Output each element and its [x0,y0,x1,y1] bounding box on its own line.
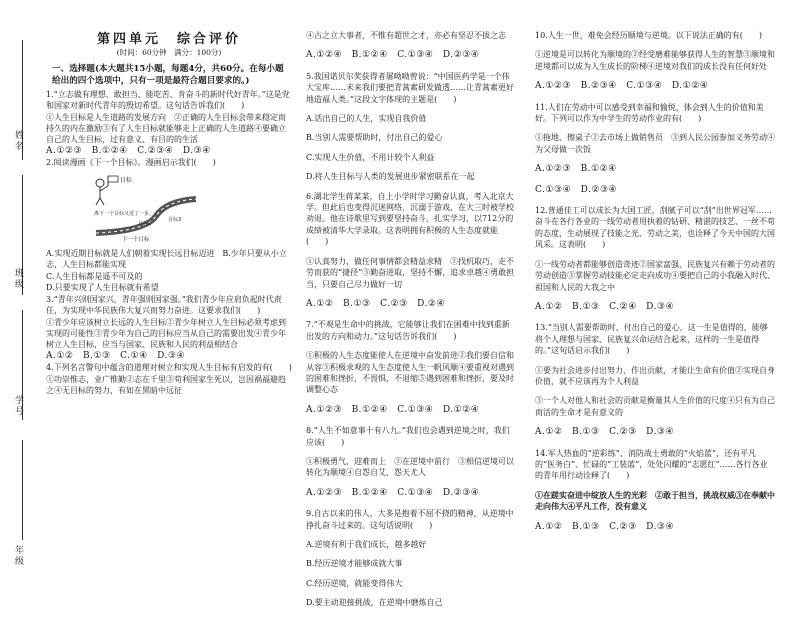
question-2 [46,157,292,293]
student-id-label: 学号 [13,395,23,417]
answer-choices: A.①② B.①③ C.②③ D.②④ [306,298,446,309]
comic-goal3: 目标3 [168,216,182,223]
answer-choices: A.①②③ B.①②④ C.①③④ D.②③④ [306,487,480,498]
question-statements: ①人生目标是人生道路的发展方向 ②正确的人生目标会带来稳定而持久的内在激励③有了人生目标就能够走上正确的人生道路④要确立自己的人生目标，过有意义、有目的的生活 [46,112,286,145]
question-statements: ③一个人对他人和社会的贡献是衡量其人生价值的尺度④只有为自己而活的生命才是有意义的 [535,396,775,417]
question-statements: ①积极的人生态度能使人在逆境中奋发前进②我们要自信和从容③积极求观的人生态度使人生一帆风顺④要重视对遇到的困难和挫折，不畏惧，不退缩⑤遇到困难和挫折，要及时调整心态 [306,351,514,395]
answer-choices: C.①③④ D.②③④ [535,184,618,195]
question-11-stem: 11.人们在劳动中可以感受到幸福和愉悦，体会到人生的价值和美好。下列可以作为中学生的劳动作业的有( ) [535,102,764,124]
question-1 [46,89,292,157]
option-d: D.将人生目标与人类的发展进步紧密联系在一起 [306,172,475,182]
question-6-stem: 6.湖北学生蒋某某，自上小学时学习勤奋认真，考入北京大学。但此后也变得沉迷网络，沉溺于游戏，在大三时被学校劝退。他在诗歌里写到要坚持奋斗，扎实学习，以712分的成绩被清华大学录取。这表明拥有积极的人生态度就能( ) [306,191,514,247]
margin-rule [22,440,23,540]
option-b: B.经历逆境才能够成就大事 [306,559,403,569]
grade-label: 年级 [13,545,23,567]
column-left [46,22,292,396]
question-3 [46,294,292,362]
comic-goal2: 目标2 [138,220,152,227]
question-statements: ①在蹉实奋进中绽放人生的光彩 ②敢于担当，挑战权威③在奉献中走向伟大④平凡工作，没有意义 [535,489,775,512]
answer-choices: A.①②③ B.①②④ C.①③④ D.①②④ [306,404,480,415]
column-middle [306,22,516,617]
page-subtitle: (时间：60分钟 满分：100分) [116,48,222,58]
question-statements: ①逆境是可以转化为顺境的②经受磨难能够获得人生的智慧③顺境和逆境都可以成为人生成长的阶梯④逆境对我们的成长没有任何好处 [535,50,775,71]
option-d: D.要主动迎接挑战，在逆境中磨炼自己 [306,598,443,608]
answer-choices: A.①② B.①③ C.②③ D.③④ [535,521,675,532]
question-13-stem: 13.“当别人需要帮助时，付出自己的爱心，这一生是值得的，能够将个人理想与国家、民族复兴命运结合起来，这样的一生是值得的。”这句话启示我们( ) [535,323,768,356]
question-9-stem: 9.自古以来的伟人，大多是抱着不屈不挠的精神，从逆境中挣扎奋斗过来的。这句话说明( ) [306,509,514,530]
option-a: A.话出自己的人生，实现自我价值 [306,114,427,124]
answer-choices: A.①② B.①③ C.②③ D.③④ [535,427,675,438]
question-4 [46,362,292,396]
question-5-stem: 5.我国诺贝尔奖获得者屠呦呦曾说：“中国医药学是一个伟大宝库……未来我们要把青蒿素研发做透……让青蒿素更好地造福人类。”这段文字体现的主题是( ) [306,71,514,104]
binding-margin [0,0,40,612]
option-b: B.当别人需要帮助时，付出自己的爱心 [306,133,443,143]
question-7-stem: 7.“不观是生命中的挑战，它能够让我们在困难中找到重新出发的方向和动力。”这句话告诉我们( ) [306,320,510,341]
question-statements: ①认真努力，做任何事情都会精益求精 ②找机取巧，走不劳而获的“捷径”③勤奋进取，坚持不懈，追求卓越④勇敢担当，只要自己尽力做好一切 [306,256,515,289]
comic-caption: 下一个目标 [122,236,150,243]
answer-choices: A.①② B.①③ C.①④ D.③④ [46,350,186,361]
answer-choices: A.①②④ B.①②④ C.①③④ D.②③④ [306,50,480,61]
option-c: C.经历逆境，就能变得伟大 [306,578,403,588]
answer-choices: A.①②③ B.②③④ C.①③④ D.①②④ [535,81,709,92]
question-stem: 3.“青年兴则国家兴，青年强则国家强。”我们青少年应肩负起时代责任，为实现中华民族伟大复兴而努力奋进。这要求我们( ) [46,294,282,316]
comic-caption-top: 离下一个目标又近了一步。 [94,210,155,217]
answer-choices: A.①② B.①③ C.②④ D.③④ [535,301,675,312]
comic-flag-text: 目标 [120,176,133,184]
class-label: 班级 [13,268,23,290]
name-label: 姓名 [13,130,23,152]
answer-choices: A.①②③ B.①②④ [535,164,617,175]
option-a: A.逆境有利于我们成长，越多越好 [306,540,427,549]
question-statements: ①青少年应该树立长远的人生目标②青少年树立人生目标必须考虑到实现的可能性③青少年为自己的目标应当从自己的需要出发④青少年树立人生目标，应当与国家、民族和人民的利益相结合 [46,317,286,350]
question-statements: ①要为社会进步付出努力，作出贡献，才能让生命有价值②实现自身价值，就不应该再为个人利益 [535,365,775,386]
question-8-stem: 8.“人生不如意事十有八九。”我们也会遇到逆境之时，我们应该( ) [306,426,510,447]
question-stem: 2.阅读漫画《下一个目标》。漫画启示我们( ) [46,158,216,168]
answer-choices: A.①②③ B.①②④ C.②③④ D.③④ [46,145,211,156]
option-c: C.实现人生价值，不用计较个人利益 [306,152,435,162]
option-d: D.只要实现了人生目标就有希望 [46,283,159,293]
question-statements: ①一线劳动者都能够创造奇迹②国家富强、民族复兴有赖于劳动者的劳动创造③掌握劳动技能必定走向成功④要把自己的小我融入时代、祖国和人民的大我之中 [535,259,775,292]
question-stem: 1.“立志做有理想、敢担当、能吃苦、肯奋斗的新时代好青年。”这是党和国家对新时代青年的殷切希望。这句话告诉我们( ) [46,89,290,111]
option-a-b: A.实现近期目标就是人们朝着实现长远目标迈进 B.少年只要从小立志，人生目标都能实现 [46,249,287,270]
question-statements: ①积极勇气，迎难而上 ②在逆境中前行 ③相信逆境可以转化为顺境④自怨自艾，怨天尤人 [306,456,514,478]
column-right [535,22,775,542]
question-10-stem: 10.人生一世，难免会经历顺境与逆境。以下说法正确的有( ) [535,31,762,40]
question-12-stem: 12.普通佳工可以成长为大国工匠，刮腻子可以“刮”出世界冠军……奋斗在各行各业的一线劳动者用执着的钻研、精湛的技艺、一丝不苟的态度，生动展现了技能之光、劳动之美，也诠释了今天中国的大国风采。这表明( ) [535,206,775,250]
section-heading: 一、选择题(本大题共15小题，每题4分，共60分。在每小题给出的四个选项中，只有一项是最符合题目要求的。) [52,63,284,86]
question-statements: ①功崇惟志，业广惟勤②志在千里③苟利国家生死以，岂因祸福避趋之④无目标的努力，有如在黑暗中远征 [46,374,286,395]
page-title: 第四单元 综合评价 [96,32,241,47]
option-c: C.人生目标都是遥不可及的 [46,271,143,281]
question-14-stem: 14.军人热血的“逆彩练”、消防战士勇敢的“火焰蓝”，还有平凡的“医务白”、忙碌的“工装蓝”，处处闪耀的“志愿红”……各行各业的青年用行动诠释了( ) [535,448,768,481]
comic-illustration [86,171,206,243]
question-stem: 4.下列名言警句中蕴含的道理对树立和实现人生目标有启发的有( ) [46,363,292,373]
question-4-continued: ④古之立大事者，不惟有超世之才，亦必有坚忍不拔之志 [306,31,506,40]
question-statements: ①拖地、擦桌子②去市场上做销售员 ③到人民公园参加义务劳动④为父母做一次饭 [535,133,775,154]
